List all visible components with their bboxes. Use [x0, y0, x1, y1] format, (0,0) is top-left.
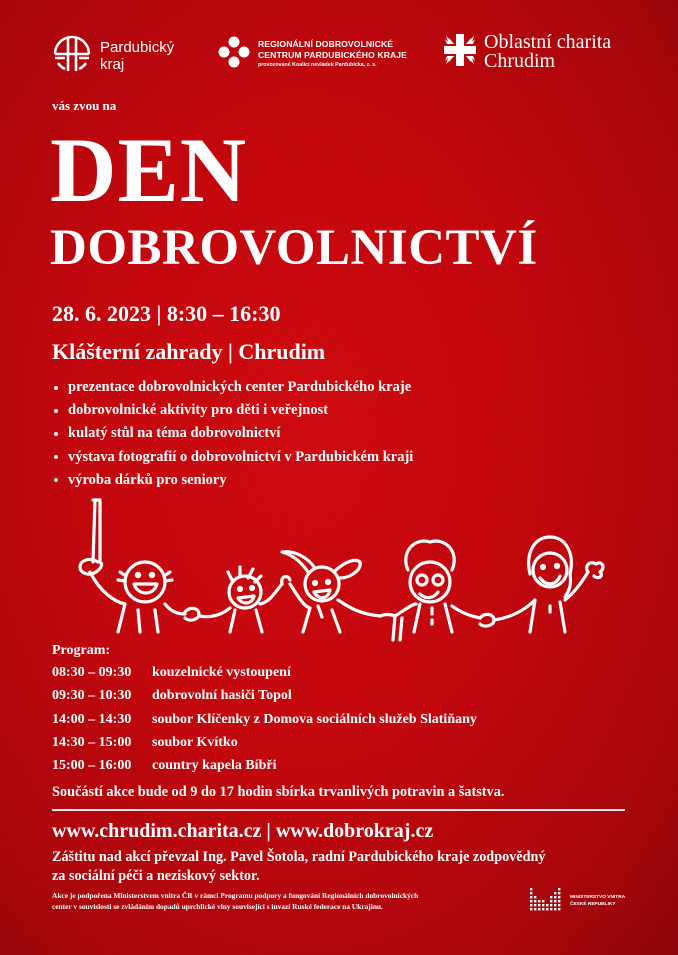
bullet-icon [54, 432, 58, 436]
four-dots-icon [218, 36, 250, 72]
activity-text: prezentace dobrovolnických center Pardubického kraje [68, 379, 412, 396]
logo-rdc-line3: provozované Koalicí nevládek Pardubicka, z. s. [258, 61, 377, 68]
patronage-text [52, 848, 632, 886]
program-row [52, 731, 477, 754]
ministry-line1: MINISTERSTVO VNITRA [570, 895, 626, 900]
support-line1: Akce je podpořena Ministerstvem vnitra ČR v rámci Programu podpory a fungování Regionálních dobrovolnických [52, 891, 419, 900]
support-line2: center v souvislosti se zvládáním dopadů uprchlické vlny související s invazí Ruské federace na Ukrajinu. [52, 901, 383, 911]
logo-oc-line1: Oblastní charita [484, 31, 612, 53]
program-section [52, 640, 477, 777]
activity-text: výstava fotografií o dobrovolnictví v Pardubickém kraji [68, 448, 414, 465]
program-time: 15:00 – 16:00 [52, 758, 132, 774]
logo-ministerstvo-vnitra [530, 886, 625, 916]
bullet-icon [54, 455, 58, 459]
logo-regionalni-dobrovolnicke-centrum [218, 36, 407, 72]
program-time: 14:00 – 14:30 [52, 711, 132, 727]
activity-item [52, 422, 413, 445]
activities-list [52, 376, 413, 492]
patronage-line1: Záštitu nad akcí převzal Ing. Pavel Šotola, radní Pardubického kraje zodpovědný [52, 849, 546, 865]
title-line1: DEN [50, 119, 248, 221]
program-activity: soubor Kvítko [152, 734, 238, 750]
support-text [52, 891, 522, 912]
program-activity: country kapela Bíbři [152, 758, 277, 774]
caritas-cross-icon [443, 33, 477, 71]
program-time: 09:30 – 10:30 [52, 688, 132, 704]
patronage-line2: za sociální péči a neziskový sektor. [52, 868, 260, 884]
people-holding-hands-illustration [60, 492, 630, 642]
activity-item [52, 469, 413, 492]
activity-text: dobrovolnické aktivity pro děti i veřejnost [68, 402, 329, 419]
program-row [52, 754, 477, 777]
event-date-time: 28. 6. 2023 | 8:30 – 16:30 [52, 301, 281, 326]
collection-note: Součástí akce bude od 9 do 17 hodin sbírka trvanlivých potravin a šatstva. [52, 784, 505, 800]
logo-oc-line2: Chrudim [484, 50, 556, 72]
event-place: Klášterní zahrady | Chrudim [52, 339, 326, 364]
bullet-icon [54, 478, 58, 482]
logo-pk-line2: kraj [100, 56, 125, 73]
activity-text: výroba dárků pro seniory [68, 471, 227, 488]
ministry-dots-icon [530, 886, 564, 916]
activity-item [52, 446, 413, 469]
program-activity: soubor Klíčenky z Domova sociálních služeb Slatiňany [152, 711, 477, 727]
bullet-icon [54, 409, 58, 413]
program-row [52, 684, 477, 707]
activity-text: kulatý stůl na téma dobrovolnictví [68, 425, 281, 442]
program-row [52, 708, 477, 731]
program-heading: Program: [52, 643, 111, 658]
divider-line [52, 809, 625, 811]
logo-rdc-line2: CENTRUM PARDUBICKÉHO KRAJE [258, 49, 408, 60]
logo-oblastni-charita-chrudim [443, 33, 611, 71]
program-time: 14:30 – 15:00 [52, 734, 132, 750]
logo-pardubicky-kraj [52, 34, 174, 78]
websites-link[interactable]: www.chrudim.charita.cz | www.dobrokraj.cz [52, 820, 434, 842]
title-line2: DOBROVOLNICTVÍ [50, 220, 538, 276]
program-activity: dobrovolní hasiči Topol [152, 688, 292, 704]
bullet-icon [54, 386, 58, 390]
program-row [52, 661, 477, 684]
program-time: 08:30 – 09:30 [52, 665, 132, 680]
logo-rdc-line1: REGIONÁLNÍ DOBROVOLNICKÉ [258, 38, 394, 49]
activity-item [52, 376, 413, 399]
ministry-line2: ČESKÉ REPUBLIKY [570, 902, 616, 907]
pardubicky-kraj-cross-icon [52, 34, 92, 78]
invite-text: vás zvou na [52, 98, 117, 113]
activity-item [52, 399, 413, 422]
program-activity: kouzelnické vystoupení [152, 665, 291, 680]
logo-pk-line1: Pardubický [100, 39, 175, 56]
